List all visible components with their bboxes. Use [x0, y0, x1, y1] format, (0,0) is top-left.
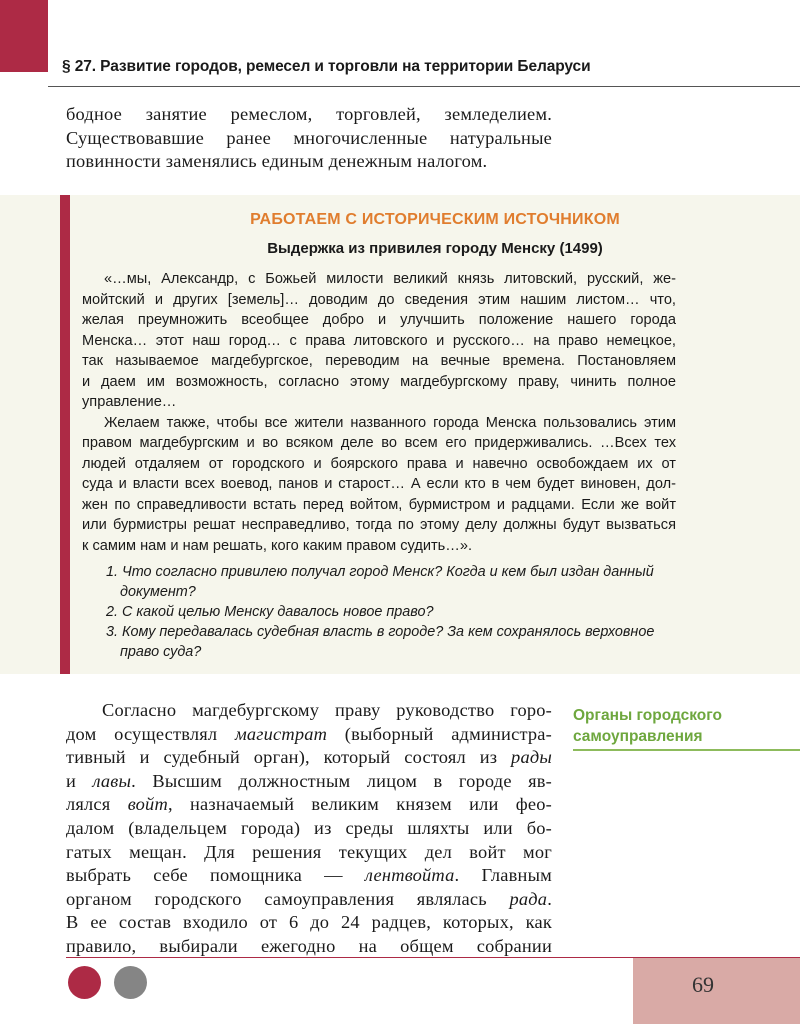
quote-line: так называемое магдебургское, переводим на вечные времена. Постановляем: [82, 353, 676, 369]
quote-line: правом магдебургским и во всяком деле во всем его придерживались. …Всех тех: [82, 435, 676, 451]
source-quote: [82, 269, 676, 556]
question-item: 2. С какой целью Менску давалось новое право?: [106, 604, 434, 620]
quote-line: суда и власти всех воевод, панов и старост… А если кто в чем будет виновен, дол-: [82, 476, 676, 492]
source-accent-bar: [60, 195, 70, 674]
term-rada: рады: [511, 747, 552, 768]
body-line: Согласно магдебургскому праву руководство горо-: [102, 700, 552, 720]
term-rada-2: рада: [509, 888, 548, 909]
page-number-box: [633, 958, 800, 1024]
intro-line: бодное занятие ремеслом, торговлей, земледелием.: [66, 104, 552, 124]
red-circle-icon: [68, 966, 101, 999]
quote-line: желая преумножить всеобщее добро и улучшить положение нашего города: [82, 312, 676, 328]
body-text: (выборный администра-: [327, 723, 552, 744]
main-paragraph: [66, 699, 552, 959]
source-subtitle: Выдержка из привилея городу Менску (1499): [267, 240, 603, 257]
chapter-header: § 27. Развитие городов, ремесел и торговли на территории Беларуси: [62, 58, 591, 75]
margin-note-line: Органы городского: [573, 707, 722, 724]
body-line: далом (владельцем города) из среды шляхты или бо-: [66, 817, 552, 838]
gray-circle-icon: [114, 966, 147, 999]
body-text: тивный и судебный орган), который состоял из: [66, 747, 512, 768]
body-text: .: [547, 888, 552, 909]
page-number: 69: [692, 972, 714, 997]
body-text: лялся: [66, 794, 128, 815]
body-text: дом осуществлял: [66, 723, 235, 744]
intro-paragraph: [66, 103, 552, 174]
body-line: [66, 770, 552, 794]
quote-line: «…мы, Александр, с Божьей милости великий князь литовский, русский, же-: [104, 271, 676, 287]
term-lentvoit: лентвойта: [364, 865, 455, 886]
term-voit: войт: [127, 794, 168, 815]
term-magistrat: магистрат: [234, 723, 328, 744]
source-heading: РАБОТАЕМ С ИСТОРИЧЕСКИМ ИСТОЧНИКОМ: [250, 211, 620, 228]
intro-line: Существовавшие ранее многочисленные натуральные: [66, 127, 552, 148]
body-line: правило, выбирали ежегодно на общем собрании: [66, 935, 552, 956]
intro-line: повинности заменялись единым денежным налогом.: [66, 151, 488, 172]
body-line: [66, 888, 552, 912]
question-item-continued: право суда?: [120, 644, 202, 660]
body-line: [66, 746, 552, 770]
body-text: , назначаемый великим князем или фео-: [167, 794, 552, 815]
body-text: органом городского самоуправления являлась: [66, 888, 510, 909]
quote-line: Менска… этот наш город… с права литовского и русского… на право немецкое,: [82, 332, 676, 349]
quote-line: Желаем также, чтобы все жители названного города Менска пользовались этим: [104, 414, 676, 431]
historical-source-box: [0, 195, 800, 674]
margin-note-line: самоуправления: [573, 728, 703, 745]
quote-line: управление…: [82, 394, 177, 410]
term-lava: лавы: [92, 770, 132, 791]
corner-accent-block: [0, 0, 48, 72]
quote-line: мойтский и других [земель]… доводим до сведения этим нашим листом… что,: [82, 291, 676, 308]
quote-line: жен по справедливости встать перед войтом, бурмистром и радцами. Если же войт: [82, 496, 676, 513]
quote-line: и даем им возможность, согласно этому магдебургскому праву, чинить полное: [82, 373, 676, 390]
question-item: 1. Что согласно привилею получал город Менск? Когда и кем был издан данный: [106, 564, 654, 580]
body-text: . Главным: [454, 865, 552, 886]
body-text: и: [66, 770, 93, 791]
question-item: 3. Кому передавалась судебная власть в городе? За кем сохранялось верховное: [106, 624, 655, 640]
header-divider: [48, 86, 800, 87]
quote-line: людей отдаляем от городского и боярского права и навечно освобождаем их от: [82, 455, 676, 472]
margin-note: [573, 705, 722, 747]
question-item-continued: документ?: [120, 584, 196, 600]
body-line: гатых мещан. Для решения текущих дел войт мог: [66, 841, 552, 862]
quote-line: или бурмистры решат несправедливо, тогда по этому делу должны будут вызваться: [82, 517, 676, 533]
source-questions: [106, 562, 686, 662]
body-line: [66, 723, 552, 747]
body-text: выбрать себе помощника —: [66, 865, 365, 886]
body-line: [66, 864, 552, 888]
body-line: [66, 793, 552, 817]
body-text: . Высшим должностным лицом в городе яв-: [131, 770, 552, 791]
quote-line: к самим нам и нам решать, кого каким правом судить…».: [82, 537, 473, 554]
body-line: В ее состав входило от 6 до 24 радцев, которых, как: [66, 912, 552, 933]
margin-note-divider: [573, 749, 800, 751]
